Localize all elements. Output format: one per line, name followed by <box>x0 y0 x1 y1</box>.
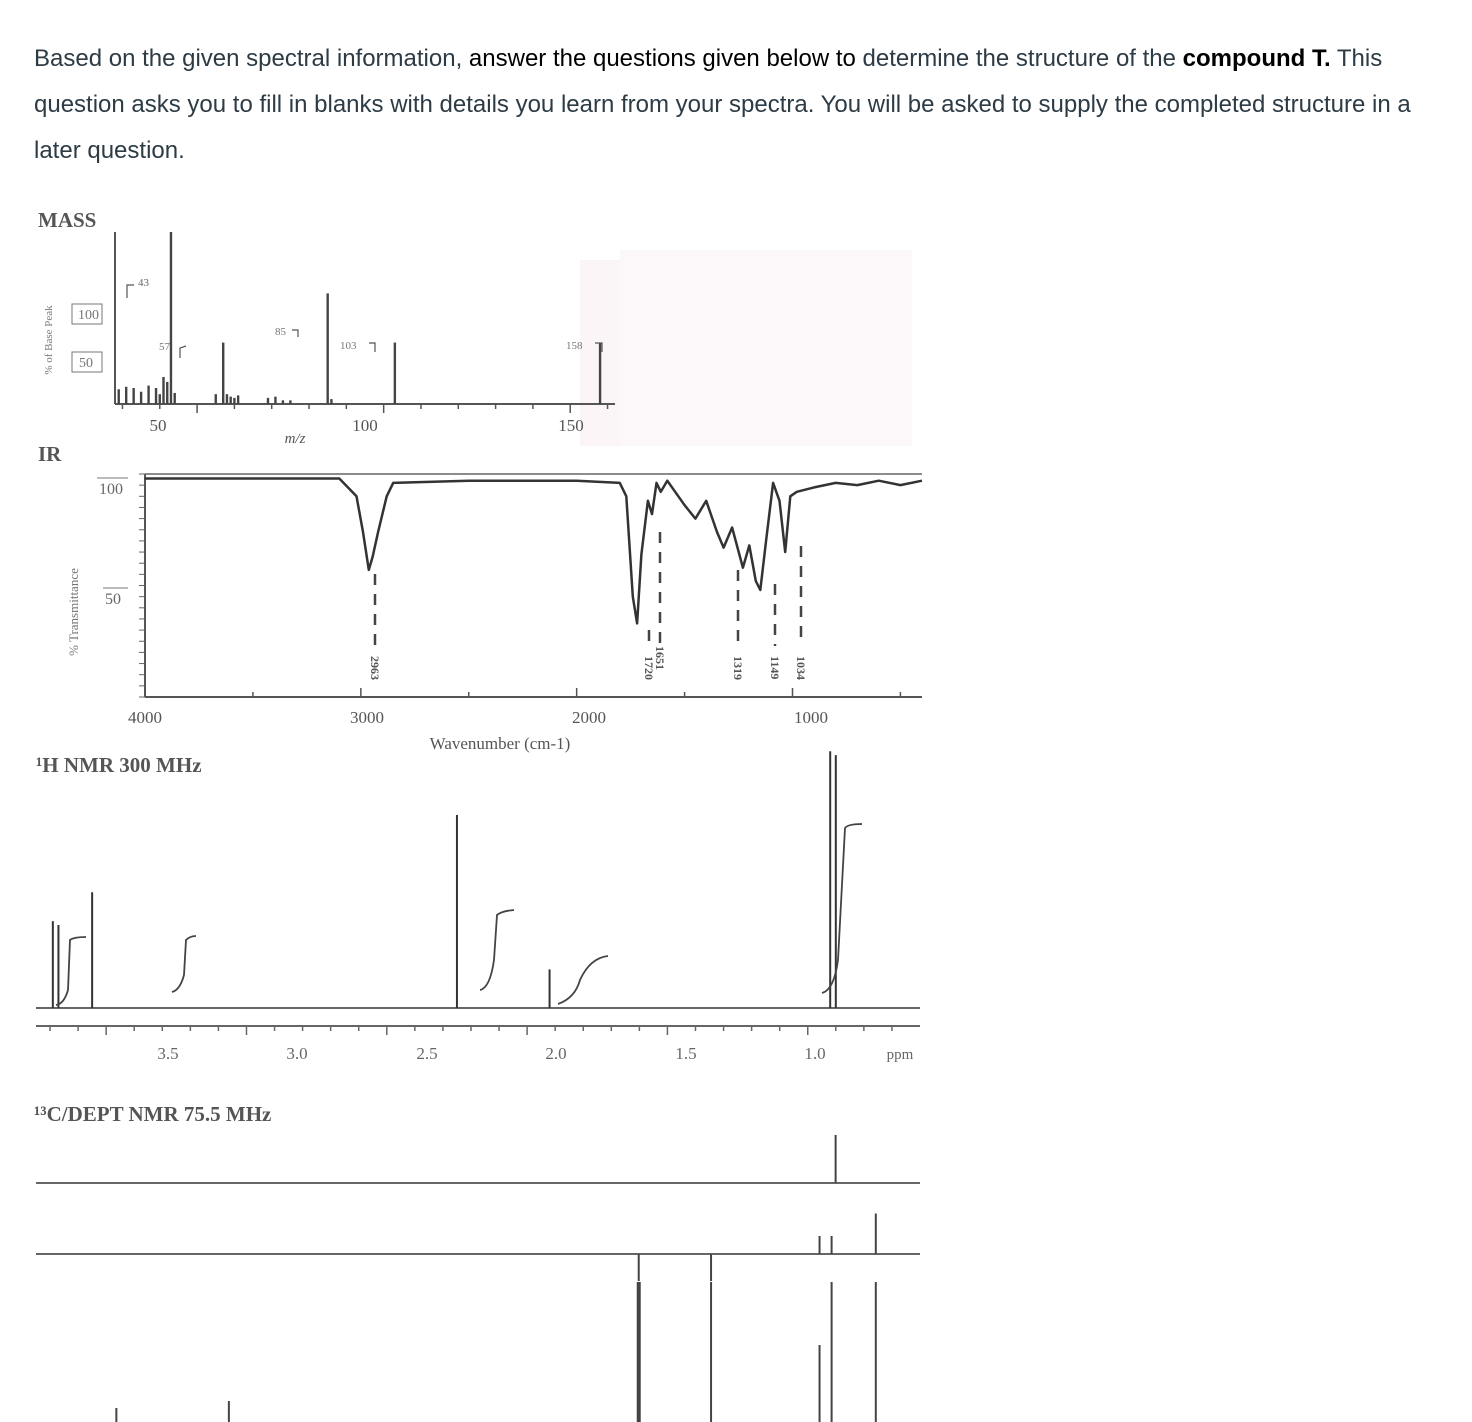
h-nmr-xtick-1.5: 1.5 <box>675 1044 697 1063</box>
mass-title: MASS <box>38 208 97 232</box>
ir-xtick-marks <box>145 688 900 697</box>
ir-label-1319: 1319 <box>731 656 745 680</box>
ir-ytick-marks <box>139 474 145 697</box>
ir-label-2963: 2963 <box>368 656 382 680</box>
mass-peaks <box>119 232 600 404</box>
ir-label-1149: 1149 <box>768 656 782 680</box>
ir-spectrum <box>38 442 922 753</box>
ir-xtick-3000: 3000 <box>350 708 384 727</box>
h-nmr-spectrum <box>36 751 920 1063</box>
h-nmr-xtick-3.5: 3.5 <box>157 1044 179 1063</box>
pink-tint-right <box>620 250 912 446</box>
mass-xlabel: m/z <box>284 431 306 447</box>
mass-label-brackets <box>127 285 602 358</box>
question-part-2: answer the questions given below to <box>468 45 856 72</box>
mass-label-158: 158 <box>566 340 583 352</box>
mass-label-57: 57 <box>159 341 170 353</box>
mass-xtick-150: 150 <box>558 416 584 435</box>
mass-label-85: 85 <box>275 326 286 338</box>
mass-label-43: 43 <box>138 277 149 289</box>
ir-xtick-2000: 2000 <box>572 708 606 727</box>
ir-xtick-1000: 1000 <box>794 708 828 727</box>
h-nmr-xtick-2.5: 2.5 <box>416 1044 438 1063</box>
question-part-4: This question asks you to fill in blanks with details you learn from your spectra. You will be asked to supply the completed structure in a later question. <box>34 45 1411 164</box>
mass-xtick-50: 50 <box>149 416 167 435</box>
h-nmr-title: ¹H NMR 300 MHz <box>36 753 202 777</box>
mass-ytick-100: 100 <box>78 308 99 323</box>
ir-xtick-4000: 4000 <box>128 708 162 727</box>
mass-ylabel: % of Base Peak <box>43 305 55 375</box>
question-part-1: Based on the given spectral information, <box>34 45 469 72</box>
h-nmr-xtick-2.0: 2.0 <box>545 1044 567 1063</box>
ir-label-1651: 1651 <box>653 646 667 670</box>
ir-transmittance-curve <box>145 479 922 624</box>
mass-ytick-50: 50 <box>79 356 93 371</box>
ir-ytick-100: 100 <box>99 481 123 498</box>
h-nmr-xtick-3.0: 3.0 <box>286 1044 308 1063</box>
compound-name: compound T. <box>1182 45 1331 72</box>
mass-xtick-100: 100 <box>352 416 378 435</box>
ir-ytick-50: 50 <box>105 591 121 608</box>
c-nmr-title: ¹³C/DEPT NMR 75.5 MHz <box>34 1102 272 1126</box>
h-nmr-integrals <box>56 824 862 1005</box>
question-part-3: determine the structure of the <box>855 45 1183 72</box>
mass-spectrum <box>38 208 615 447</box>
ir-ylabel: % Transmittance <box>66 568 81 656</box>
ir-xlabel: Wavenumber (cm-1) <box>429 734 571 753</box>
c-nmr-spectrum <box>34 1102 920 1422</box>
ir-label-1034: 1034 <box>794 656 808 680</box>
ir-title: IR <box>38 442 62 466</box>
mass-xtick-marks <box>122 404 607 413</box>
c-nmr-peaks <box>116 1135 875 1422</box>
h-nmr-xtick-marks <box>50 1026 892 1035</box>
h-nmr-peaks <box>53 751 836 1008</box>
mass-label-103: 103 <box>340 340 357 352</box>
ir-label-1720: 1720 <box>642 656 656 680</box>
h-nmr-xlabel: ppm <box>886 1047 914 1063</box>
h-nmr-xtick-1.0: 1.0 <box>804 1044 826 1063</box>
